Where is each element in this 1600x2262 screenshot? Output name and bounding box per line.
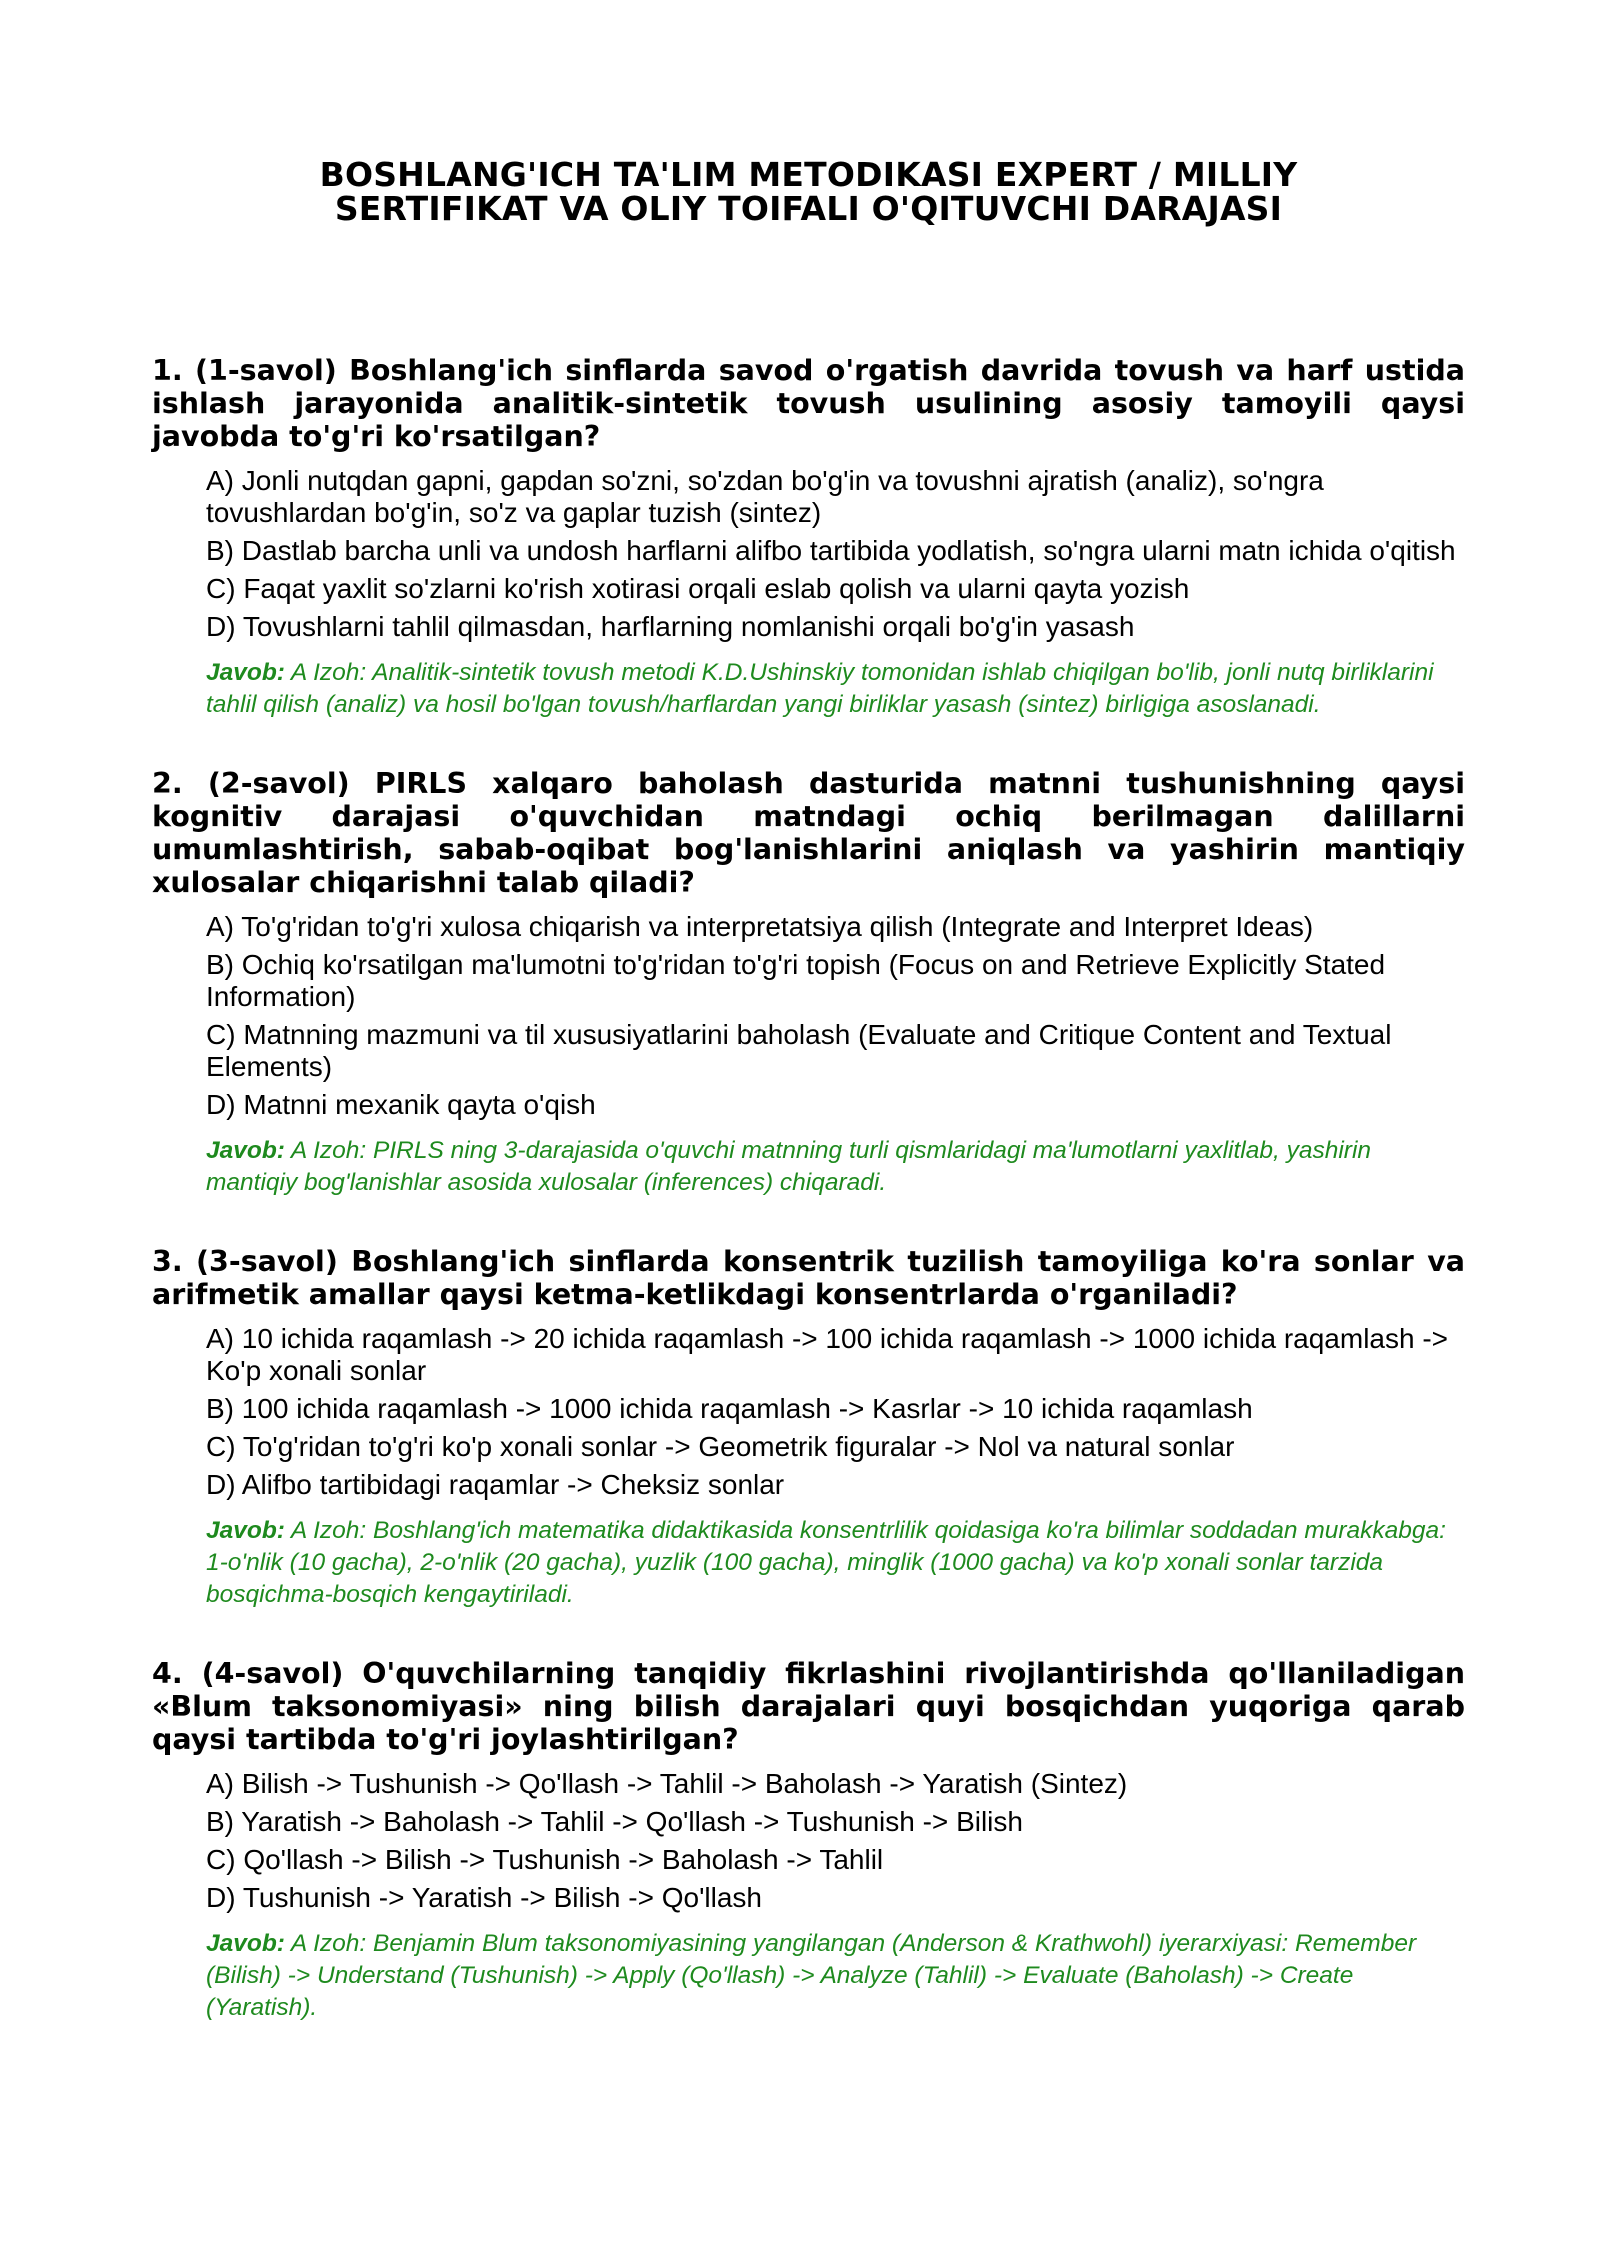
answer-label: Javob:: [206, 1930, 285, 1957]
answer-text: A Izoh: Benjamin Blum taksonomiyasining yangilangan (Anderson & Krathwohl) iyerarxiyasi: Remember (Bilish) -> Understand (Tushunish) -> Apply (Qo'llash) -> Analyze (Tahlil) -> Evaluate (Baholash) -> Create (Yaratish).: [206, 1930, 1417, 2021]
option-c: C) Faqat yaxlit so'zlarni ko'rish xotirasi orqali eslab qolish va ularni qayta yozish: [206, 573, 1190, 604]
option-list: [152, 1768, 1465, 1914]
option-list: [152, 465, 1465, 643]
option-c: C) To'g'ridan to'g'ri ko'p xonali sonlar -> Geometrik figuralar -> Nol va natural sonlar: [206, 1431, 1235, 1462]
option-d: D) Alifbo tartibidagi raqamlar -> Cheksiz sonlar: [206, 1469, 785, 1500]
question-heading: 1. (1-savol) Boshlang'ich sinflarda savod o'rgatish davrida tovush va harf ustida ishlash jarayonida analitik-sintetik tovush usulining asosiy tamoyili qaysi javobda to'g'ri ko'rsatilgan?: [152, 354, 1465, 453]
option-c: C) Matnning mazmuni va til xususiyatlarini baholash (Evaluate and Critique Content and Textual Elements): [206, 1019, 1392, 1082]
answer-label: Javob:: [206, 659, 285, 686]
question-list: [152, 354, 1465, 2024]
option-b: B) Yaratish -> Baholash -> Tahlil -> Qo'llash -> Tushunish -> Bilish: [206, 1806, 1023, 1837]
option-a: A) Jonli nutqdan gapni, gapdan so'zni, so'zdan bo'g'in va tovushni ajratish (analiz), so'ngra tovushlardan bo'g'in, so'z va gaplar tuzish (sintez): [206, 465, 1324, 528]
option-d: D) Tovushlarni tahlil qilmasdan, harflarning nomlanishi orqali bo'g'in yasash: [206, 611, 1135, 642]
answer-explanation: [206, 1515, 1465, 1611]
title-line-1: BOSHLANG'ICH TA'LIM METODIKASI EXPERT / MILLIY: [319, 155, 1298, 194]
option-d: D) Tushunish -> Yaratish -> Bilish -> Qo'llash: [206, 1882, 762, 1913]
answer-explanation: [206, 1928, 1465, 2024]
document-title: [152, 155, 1465, 228]
title-line-2: SERTIFIKAT VA OLIY TOIFALI O'QITUVCHI DARAJASI: [334, 189, 1283, 228]
answer-explanation: [206, 657, 1465, 721]
question-heading: 4. (4-savol) O'quvchilarning tanqidiy fikrlashini rivojlantirishda qo'llaniladigan «Blum taksonomiyasi» ning bilish darajalari quyi bosqichdan yuqoriga qarab qaysi tartibda to'g'ri joylashtirilgan?: [152, 1657, 1465, 1756]
option-a: A) To'g'ridan to'g'ri xulosa chiqarish va interpretatsiya qilish (Integrate and Interpret Ideas): [206, 911, 1314, 942]
option-a: A) 10 ichida raqamlash -> 20 ichida raqamlash -> 100 ichida raqamlash -> 1000 ichida raqamlash -> Ko'p xonali sonlar: [206, 1323, 1449, 1386]
option-a: A) Bilish -> Tushunish -> Qo'llash -> Tahlil -> Baholash -> Yaratish (Sintez): [206, 1768, 1128, 1799]
option-b: B) Dastlab barcha unli va undosh harflarni alifbo tartibida yodlatish, so'ngra ularni matn ichida o'qitish: [206, 535, 1456, 566]
option-list: [152, 1323, 1465, 1501]
question-heading: 2. (2-savol) PIRLS xalqaro baholash dasturida matnni tushunishning qaysi kognitiv darajasi o'quvchidan matndagi ochiq berilmagan dalillarni umumlashtirish, sabab-oqibat bog'lanishlarini aniqlash va yashirin mantiqiy xulosalar chiqarishni talab qiladi?: [152, 767, 1465, 899]
option-list: [152, 911, 1465, 1121]
answer-text: A Izoh: PIRLS ning 3-darajasida o'quvchi matnning turli qismlaridagi ma'lumotlarni yaxlitlab, yashirin mantiqiy bog'lanishlar asosida xulosalar (inferences) chiqaradi.: [206, 1137, 1372, 1196]
answer-explanation: [206, 1135, 1465, 1199]
option-b: B) Ochiq ko'rsatilgan ma'lumotni to'g'ridan to'g'ri topish (Focus on and Retrieve Explicitly Stated Information): [206, 949, 1386, 1012]
question-2: [152, 767, 1465, 1199]
question-heading: 3. (3-savol) Boshlang'ich sinflarda konsentrik tuzilish tamoyiliga ko'ra sonlar va arifmetik amallar qaysi ketma-ketlikdagi konsentrlarda o'rganiladi?: [152, 1245, 1465, 1311]
question-3: [152, 1245, 1465, 1611]
answer-text: A Izoh: Boshlang'ich matematika didaktikasida konsentrlilik qoidasiga ko'ra bilimlar soddadan murakkabga: 1-o'nlik (10 gacha), 2-o'nlik (20 gacha), yuzlik (100 gacha), minglik (1000 gacha) va ko'p xonali sonlar tarzida bosqichma-bosqich kengaytiriladi.: [206, 1517, 1446, 1608]
answer-label: Javob:: [206, 1517, 285, 1544]
question-4: [152, 1657, 1465, 2024]
option-b: B) 100 ichida raqamlash -> 1000 ichida raqamlash -> Kasrlar -> 10 ichida raqamlash: [206, 1393, 1253, 1424]
question-1: [152, 354, 1465, 721]
answer-text: A Izoh: Analitik-sintetik tovush metodi K.D.Ushinskiy tomonidan ishlab chiqilgan bo'lib, jonli nutq birliklarini tahlil qilish (analiz) va hosil bo'lgan tovush/harflardan yangi birliklar yasash (sintez) birligiga asoslanadi.: [206, 659, 1434, 718]
answer-label: Javob:: [206, 1137, 285, 1164]
option-d: D) Matnni mexanik qayta o'qish: [206, 1089, 596, 1120]
option-c: C) Qo'llash -> Bilish -> Tushunish -> Baholash -> Tahlil: [206, 1844, 884, 1875]
